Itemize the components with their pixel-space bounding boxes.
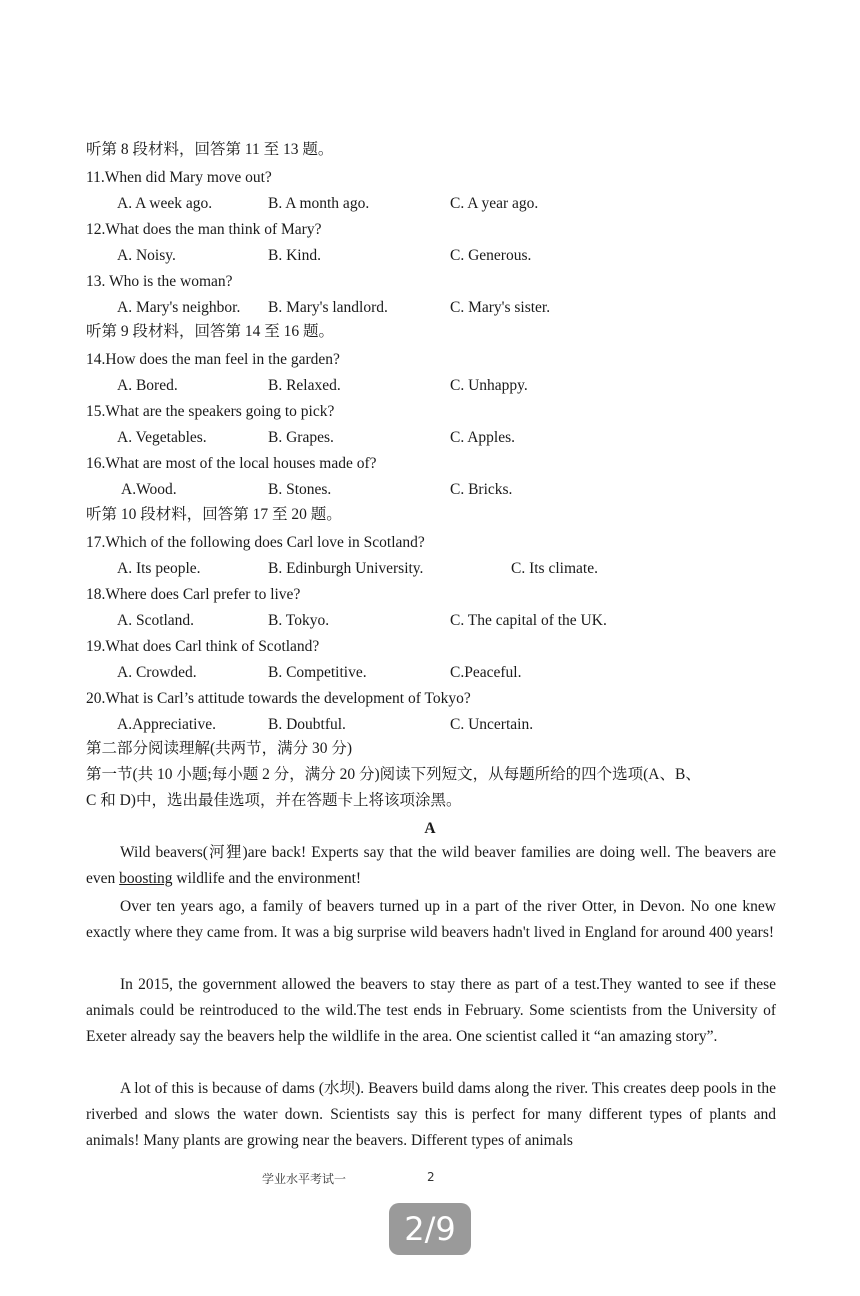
passage-label: A	[424, 820, 436, 837]
section-10-heading: 听第 10 段材料，回答第 17 至 20 题。	[86, 506, 342, 523]
q18-option-c: C. The capital of the UK.	[450, 612, 607, 629]
q15-option-b: B. Grapes.	[268, 429, 334, 446]
q12-option-a: A. Noisy.	[117, 247, 176, 264]
question-16: 16.What are most of the local houses made of?	[86, 455, 377, 472]
q11-option-a: A. A week ago.	[117, 195, 213, 212]
q12-option-c: C. Generous.	[450, 247, 532, 264]
q12-option-b: B. Kind.	[268, 247, 321, 264]
q14-option-c: C. Unhappy.	[450, 377, 528, 394]
section-8-heading: 听第 8 段材料，回答第 11 至 13 题。	[86, 141, 334, 158]
q20-option-a: A.Appreciative.	[117, 716, 216, 733]
q15-option-c: C. Apples.	[450, 429, 516, 446]
q11-option-c: C. A year ago.	[450, 195, 539, 212]
q11-option-b: B. A month ago.	[268, 195, 370, 212]
footer-exam-name: 学业水平考试一	[262, 1172, 347, 1186]
q13-option-c: C. Mary's sister.	[450, 299, 551, 316]
section-one-instructions-cont: C 和 D)中，选出最佳选项，并在答题卡上将该项涂黑。	[86, 792, 462, 809]
question-19: 19.What does Carl think of Scotland?	[86, 638, 320, 655]
question-18: 18.Where does Carl prefer to live?	[86, 586, 301, 603]
passage-paragraph-3	[86, 972, 776, 1050]
page-indicator: 2/9	[389, 1203, 471, 1255]
passage-paragraph-4	[86, 1076, 776, 1154]
q16-option-a: A.Wood.	[121, 481, 177, 498]
q16-option-b: B. Stones.	[268, 481, 332, 498]
q13-option-a: A. Mary's neighbor.	[117, 299, 241, 316]
q17-option-b: B. Edinburgh University.	[268, 560, 424, 577]
q19-option-b: B. Competitive.	[268, 664, 367, 681]
q20-option-c: C. Uncertain.	[450, 716, 534, 733]
paragraph-2-text: Over ten years ago, a family of beavers turned up in a part of the river Otter, in Devon. No one knew exactly where they came from. It was a big surprise wild beavers hadn't lived in England for around 400 years!	[86, 898, 776, 941]
q19-option-a: A. Crowded.	[117, 664, 197, 681]
question-13: 13. Who is the woman?	[86, 273, 233, 290]
q14-option-a: A. Bored.	[117, 377, 178, 394]
question-12: 12.What does the man think of Mary?	[86, 221, 322, 238]
paragraph-3-text: In 2015, the government allowed the beavers to stay there as part of a test.They wanted to see if these animals could be reintroduced to the wild.The test ends in February. Some scientists from the University of Exeter already say the beavers help the wildlife in the area. One scientist called it “an amazing story”.	[86, 976, 776, 1045]
paragraph-1-text: Wild beavers(河狸)are back! Experts say that the wild beaver families are doing well. The beavers are even	[86, 844, 776, 887]
q20-option-b: B. Doubtful.	[268, 716, 346, 733]
q16-option-c: C. Bricks.	[450, 481, 513, 498]
passage-paragraph-1	[86, 840, 776, 892]
q13-option-b: B. Mary's landlord.	[268, 299, 388, 316]
q17-option-a: A. Its people.	[117, 560, 201, 577]
q17-option-c: C. Its climate.	[511, 560, 598, 577]
footer-page-number: 2	[427, 1170, 435, 1184]
q18-option-a: A. Scotland.	[117, 612, 195, 629]
q19-option-c: C.Peaceful.	[450, 664, 522, 681]
question-20: 20.What is Carl’s attitude towards the development of Tokyo?	[86, 690, 471, 707]
question-11: 11.When did Mary move out?	[86, 169, 272, 186]
q18-option-b: B. Tokyo.	[268, 612, 330, 629]
question-15: 15.What are the speakers going to pick?	[86, 403, 335, 420]
section-9-heading: 听第 9 段材料，回答第 14 至 16 题。	[86, 323, 335, 340]
underlined-word: boosting	[119, 870, 173, 887]
section-one-instructions: 第一节(共 10 小题;每小题 2 分，满分 20 分)阅读下列短文，从每题所给的四个选项(A、B、	[86, 766, 701, 783]
q14-option-b: B. Relaxed.	[268, 377, 341, 394]
paragraph-4-text: A lot of this is because of dams (水坝). Beavers build dams along the river. This creates deep pools in the riverbed and slows the water down. Scientists say this is perfect for many different types of plants and animals! Many plants are growing near the beavers. Different types of animals	[86, 1080, 776, 1149]
q15-option-a: A. Vegetables.	[117, 429, 207, 446]
part-two-title: 第二部分阅读理解(共两节，满分 30 分)	[86, 740, 353, 757]
paragraph-1-text-end: wildlife and the environment!	[172, 870, 362, 887]
question-14: 14.How does the man feel in the garden?	[86, 351, 340, 368]
passage-paragraph-2	[86, 894, 776, 946]
question-17: 17.Which of the following does Carl love in Scotland?	[86, 534, 425, 551]
